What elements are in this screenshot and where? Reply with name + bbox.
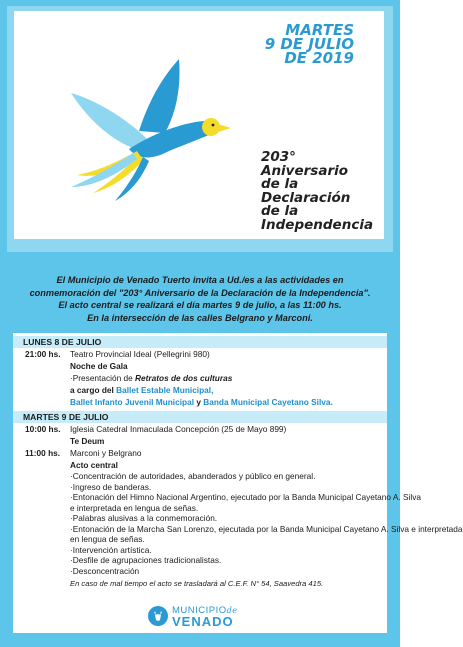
title-line: Independencia bbox=[261, 216, 374, 233]
program-item-text: en lengua de señas. bbox=[70, 534, 145, 544]
program-item-text: ·Entonación de la Marcha San Lorenzo, ejecutada por la Banda Municipal Cayetano A. Silva e interpretada bbox=[70, 523, 463, 534]
performers-prefix: a cargo del bbox=[70, 385, 117, 395]
invitation-text bbox=[10, 274, 390, 324]
dove-icon bbox=[69, 51, 239, 211]
title-line: Declaración bbox=[261, 189, 351, 206]
event-title: Acto central bbox=[70, 460, 118, 470]
intro-line: El acto central se realizará el día martes 9 de julio, a las 11:00 hs. bbox=[58, 300, 342, 310]
program-item-text: e interpretada en lengua de señas. bbox=[70, 502, 199, 513]
title-line: de la bbox=[261, 203, 299, 219]
title-line: de la bbox=[261, 176, 299, 192]
presentation-line bbox=[70, 373, 232, 383]
title-line: Aniversario bbox=[261, 162, 349, 179]
schedule-panel bbox=[13, 333, 463, 633]
program-item-text: ·Palabras alusivas a la conmemoración. bbox=[70, 513, 218, 523]
program-item-text: ·Ingreso de banderas. bbox=[70, 481, 152, 492]
logo-word: VENADO bbox=[172, 614, 234, 629]
day-header-monday: LUNES 8 DE JULIO bbox=[13, 336, 387, 348]
program-item-text: ·Concentración de autoridades, abanderados y público en general. bbox=[70, 471, 316, 481]
title-line: 203° bbox=[261, 149, 296, 165]
logo-word: de bbox=[226, 606, 238, 615]
performers-line bbox=[70, 385, 213, 395]
performer-group: Ballet Infanto Juvenil Municipal bbox=[70, 397, 195, 407]
presentation-prefix: ·Presentación de bbox=[70, 373, 136, 383]
rain-note-text: En caso de mal tiempo el acto se trasladará al C.E.F. N° 54, Saavedra 415. bbox=[70, 579, 324, 588]
event-venue: Marconi y Belgrano bbox=[70, 448, 142, 458]
event-title: Noche de Gala bbox=[70, 361, 128, 371]
intro-line: En la intersección de las calles Belgrano y Marconi. bbox=[87, 312, 313, 323]
event-venue: Iglesia Catedral Inmaculada Concepción (25 de Mayo 899) bbox=[70, 424, 287, 434]
performers-line bbox=[70, 397, 333, 407]
performer-group: Banda Municipal Cayetano Silva. bbox=[203, 397, 333, 407]
date-year: DE 2019 bbox=[284, 49, 354, 67]
event-date bbox=[265, 23, 354, 65]
date-weekday: MARTES bbox=[285, 21, 354, 39]
municipio-logo bbox=[148, 605, 238, 627]
logo-word: MUNICIPIO bbox=[172, 605, 227, 616]
day-header-tuesday: MARTES 9 DE JULIO bbox=[13, 411, 387, 423]
performer-group: Ballet Estable Municipal, bbox=[116, 385, 214, 395]
program-item-text: ·Desconcentración bbox=[70, 565, 140, 576]
event-time: 11:00 hs. bbox=[25, 448, 61, 458]
intro-line: conmemoración del "203° Aniversario de la Declaración de la Independencia". bbox=[29, 287, 371, 298]
anniversary-title bbox=[261, 151, 373, 232]
deer-icon bbox=[148, 606, 168, 626]
program-item-text: ·Desfile de agrupaciones tradicionalistas. bbox=[70, 555, 222, 565]
event-time: 10:00 hs. bbox=[25, 424, 61, 434]
conjunction: y bbox=[194, 397, 204, 407]
intro-line: El Municipio de Venado Tuerto invita a Ud./es a las actividades en bbox=[56, 275, 344, 285]
program-item-text: ·Intervención artística. bbox=[70, 544, 152, 555]
logo-text bbox=[172, 605, 238, 627]
event-title: Te Deum bbox=[70, 436, 105, 446]
presentation-title: Retratos de dos culturas bbox=[135, 373, 233, 383]
program-item-text: ·Entonación del Himno Nacional Argentino, ejecutado por la Banda Municipal Cayetano A. Silva bbox=[70, 492, 421, 502]
header-card bbox=[14, 11, 384, 239]
date-day-month: 9 DE JULIO bbox=[264, 35, 354, 53]
event-time: 21:00 hs. bbox=[25, 349, 61, 359]
event-venue: Teatro Provincial Ideal (Pellegrini 980) bbox=[70, 349, 210, 359]
